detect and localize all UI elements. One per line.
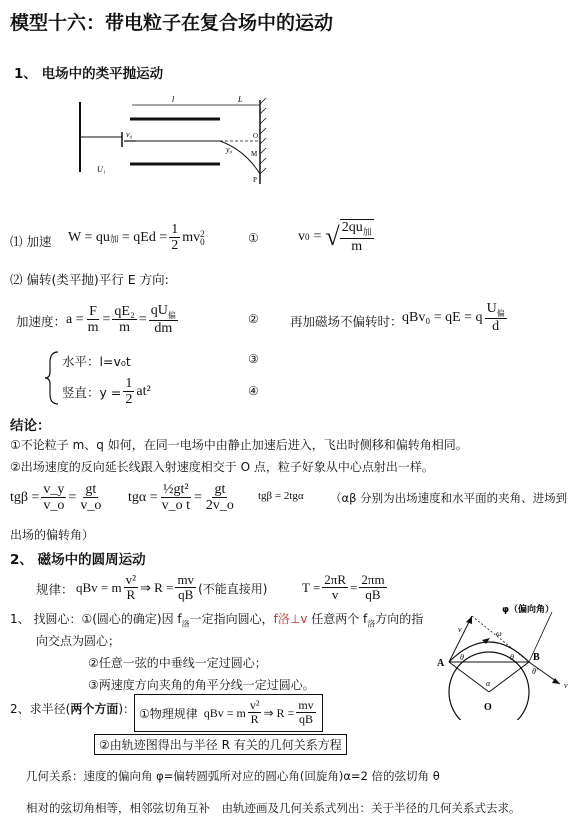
accel-w-sub: 加 xyxy=(109,233,119,244)
magnet-label: 再加磁场不偏转时： xyxy=(290,314,403,329)
radius-box-2: ②由轨迹图得出与半径 R 有关的几何关系方程 xyxy=(94,734,347,755)
accel-mv: mv xyxy=(182,230,201,245)
conclusion-2: ②出场速度的反向延长线跟入射速度相交于 O 点，粒子好象从中心点射出一样。 xyxy=(10,460,434,474)
v0-label: v xyxy=(298,229,305,244)
diagram-U1: U₁ xyxy=(97,165,106,174)
circle-diagram xyxy=(434,602,580,720)
circle-1: ① xyxy=(248,231,259,245)
tga-f2-d: 2v_o xyxy=(205,498,234,514)
tgb-f2-n: gt xyxy=(85,481,97,497)
radius-end: )： xyxy=(118,702,136,716)
v0-eq: = xyxy=(313,229,322,244)
law-frac2-n: mv xyxy=(177,571,195,587)
accel-formula xyxy=(68,216,205,260)
accel-w: W = qu xyxy=(68,230,110,245)
label-v: v xyxy=(458,625,462,634)
rb1-label: ①物理规律 xyxy=(139,706,198,721)
find-center-4: ③两速度方向夹角的角平分线一定过圆心。 xyxy=(88,678,315,692)
v0-sub: 0 xyxy=(305,232,310,242)
v0-sqrt-nsub: 加 xyxy=(362,226,372,237)
accel-f3-n: qU xyxy=(150,302,168,318)
law-label: 规律： xyxy=(36,582,74,597)
circle-2: ② xyxy=(248,312,259,326)
accel-f3-nsub: 偏 xyxy=(167,310,176,320)
brace xyxy=(44,350,60,406)
tga-f1-d: v_o t xyxy=(161,498,191,514)
horizontal-eq: 水平：l=v₀t xyxy=(62,354,131,369)
magnet-d: d xyxy=(492,319,500,335)
circle-3: ③ xyxy=(248,352,259,366)
rb1-f: qBv = m xyxy=(203,705,246,720)
accel-f1-n: F xyxy=(89,303,97,319)
radius-a: 2、求半径( xyxy=(10,702,71,716)
diagram-l: l xyxy=(172,95,175,104)
radius-label xyxy=(10,700,135,717)
section1-heading: 1、 电场中的类平抛运动 xyxy=(14,66,164,82)
period-eq: = xyxy=(350,580,358,595)
diagram-P: P xyxy=(253,176,257,184)
diagram-L: L xyxy=(238,95,243,104)
law-frac2-d: qB xyxy=(178,587,194,603)
label-theta2: θ xyxy=(510,653,514,662)
circle-4: ④ xyxy=(248,384,259,398)
accel-frac-d: 2 xyxy=(171,238,179,254)
find-center-1 xyxy=(10,610,423,629)
vertical-tail: at² xyxy=(136,384,151,399)
conclusion-heading: 结论： xyxy=(10,418,51,434)
tgb-f1-d: v_o xyxy=(43,498,65,514)
tg-description-2: 出场的偏转角） xyxy=(10,528,95,542)
fc-b: 洛 xyxy=(181,619,190,629)
vertical-eq xyxy=(62,372,151,412)
tga-f1-n: ½gt² xyxy=(163,481,189,497)
law-formula xyxy=(76,566,267,610)
vertical-frac-n: 1 xyxy=(125,375,133,391)
accel-w-rest: = qEd = xyxy=(121,230,168,245)
fc-d: f洛⊥v xyxy=(273,612,308,626)
law-qbv: qBv = m xyxy=(76,580,122,595)
label-O: O xyxy=(484,702,492,713)
label-B: B xyxy=(533,652,540,663)
vertical-label: 竖直：y = xyxy=(62,385,122,400)
accel-frac-n: 1 xyxy=(171,221,179,237)
period-f2-d: qB xyxy=(365,587,381,603)
rb1-frac-n: v² xyxy=(249,698,260,712)
tgb-formula: tgβ = $\frac{v\_y}{v\_o}$ = $\frac{gt}{v\_o}$ xyxy=(10,481,102,514)
deflection-diagram xyxy=(60,92,280,190)
tgb-label: tgβ = xyxy=(10,490,40,505)
geometry-1: 几何关系：速度的偏向角 φ=偏转圆弧所对应的圆心角(回旋角)α=2 倍的弦切角 θ xyxy=(26,769,440,783)
label-v2: v xyxy=(564,681,568,690)
period-f1-n: 2πR xyxy=(324,571,347,587)
fc-f: 洛 xyxy=(367,619,376,629)
accel-f1-d: m xyxy=(87,320,99,336)
law-mid: ⇒ R = xyxy=(140,580,174,595)
rb1-frac2-n: mv xyxy=(298,698,314,712)
radius-box-1 xyxy=(134,694,323,732)
diagram-y0: y₀ xyxy=(226,145,233,154)
label-theta: θ xyxy=(460,653,464,662)
law-note: (不能直接用) xyxy=(198,581,268,596)
accel-sup: 2 xyxy=(200,228,205,239)
period-T: T = xyxy=(302,580,321,595)
item1-label: ⑴ 加速 xyxy=(10,234,52,249)
accel-a-formula: a = $\frac{F}{m}$ = $\frac{\text{qE₂}}{m}$ = $\frac{qU_偏}{dm}$ xyxy=(66,302,176,337)
magnet-nsub: 偏 xyxy=(496,308,505,318)
label-alpha: α xyxy=(486,679,491,688)
magnet-eq: qBv₀ = qE = q xyxy=(402,310,483,325)
accel-a: a = xyxy=(66,312,84,327)
accel-f2-d: m xyxy=(119,320,131,336)
vertical-frac-d: 2 xyxy=(125,392,133,408)
diagram-v0: v₀ xyxy=(126,130,133,139)
period-formula xyxy=(302,566,389,610)
tgb-f2-d: v_o xyxy=(80,498,102,514)
find-center-2: 向交点为圆心； xyxy=(36,634,121,648)
accel-subv: 0 xyxy=(200,237,205,247)
diagram-M: M xyxy=(251,150,258,158)
accel-f2-n: qE₂ xyxy=(114,303,135,319)
tga-f2-n: gt xyxy=(214,481,226,497)
label-theta3: θ' xyxy=(532,667,538,676)
tg-description: （αβ 分别为出场速度和水平面的夹角、进场到 xyxy=(330,491,568,505)
item2-label: ⑵ 偏转(类平抛)平行 E 方向: xyxy=(10,272,169,287)
phi-label: φ（偏向角） xyxy=(502,605,555,615)
rb1-mid: ⇒ R = xyxy=(263,705,295,720)
v0-sqrt-d: m xyxy=(351,238,363,254)
tgb-f1-n: v_y xyxy=(43,481,65,497)
find-center-3: ②任意一弦的中垂线一定过圆心； xyxy=(88,656,267,670)
fc-g: 方向的指 xyxy=(375,612,424,626)
diagram-O: O xyxy=(253,132,259,140)
accel-label: 加速度： xyxy=(16,314,67,329)
rb1-frac2-d: qB xyxy=(298,712,313,727)
rb1-frac-d: R xyxy=(250,712,259,727)
magnet-formula xyxy=(402,294,509,342)
radius-bold: 两个方面 xyxy=(70,702,119,716)
law-frac-n: v² xyxy=(125,571,137,587)
tga-label: tgα = xyxy=(128,490,158,505)
fc-c: 一定指向圆心， xyxy=(189,612,274,626)
fc-a: 1、 找圆心：①(圆心的确定)因 f xyxy=(10,612,182,626)
tg-relation: tgβ = 2tgα xyxy=(258,490,304,502)
label-A: A xyxy=(437,658,445,669)
v0-sqrt-n: 2qu xyxy=(341,220,363,236)
accel-f3-d: dm xyxy=(154,321,173,337)
period-f1-d: v xyxy=(331,587,339,603)
label-omega: ω xyxy=(496,629,502,638)
period-f2-n: 2πm xyxy=(361,571,385,587)
conclusion-1: ①不论粒子 m、q 如何，在同一电场中由静止加速后进入，飞出时侧移和偏转角相同。 xyxy=(10,438,468,452)
section2-heading: 2、 磁场中的圆周运动 xyxy=(10,552,146,568)
v0-formula: v 0 = √ $\frac{2qu_加}{m}$ xyxy=(298,220,372,254)
page-title: 模型十六：带电粒子在复合场中的运动 xyxy=(10,12,334,34)
geometry-2: 相对的弦切角相等，相邻弦切角互补 由轨迹画及几何关系式列出：关于半径的几何关系式去求。 xyxy=(26,801,521,815)
magnet-n: U xyxy=(486,300,497,316)
fc-e: 任意两个 f xyxy=(307,612,368,626)
tga-formula: tgα = $\frac{\text{½gt²}}{\text{v\_o t}}$ = $\frac{gt}{2v\_o}$ xyxy=(128,481,234,514)
law-frac-d: R xyxy=(126,587,136,603)
